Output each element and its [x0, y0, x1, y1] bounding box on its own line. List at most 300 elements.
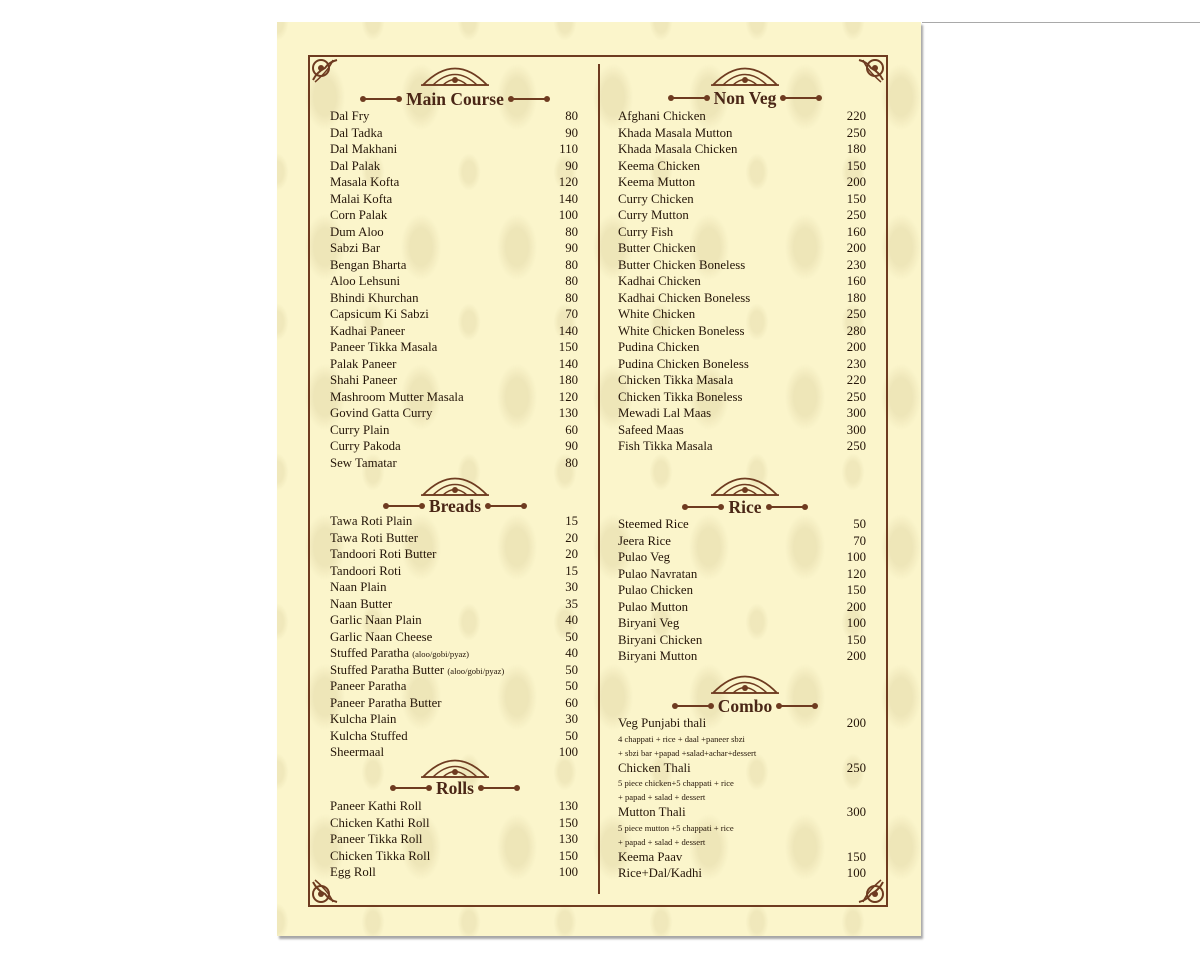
item-name	[330, 513, 412, 530]
item-name	[618, 389, 742, 406]
item-name-text: Keema Paav	[618, 849, 683, 864]
menu-item-row	[330, 629, 578, 646]
item-name	[618, 191, 694, 208]
item-name-text: Tandoori Roti	[330, 563, 402, 578]
mandala-ornament-icon	[419, 62, 491, 86]
menu-item-row	[330, 695, 578, 712]
item-price: 180	[558, 373, 578, 387]
rice-list	[618, 516, 866, 665]
item-name	[618, 158, 700, 175]
item-name-text: Safeed Maas	[618, 422, 684, 437]
item-price: 120	[558, 389, 578, 404]
item-price: 100	[846, 866, 866, 880]
menu-item	[618, 760, 866, 805]
item-name-text: Sew Tamatar	[330, 455, 397, 470]
menu-item	[330, 323, 578, 340]
item-name	[330, 711, 396, 728]
item-price: 140	[558, 356, 578, 371]
item-name	[618, 632, 702, 649]
heading-rule	[392, 787, 430, 789]
menu-item-row	[618, 715, 866, 732]
item-name	[618, 174, 695, 191]
item-note: (aloo/gobi/pyaz)	[412, 649, 470, 659]
menu-item-row	[618, 339, 866, 356]
menu-item-row	[618, 389, 866, 406]
item-name-text: Chicken Tikka Boneless	[618, 389, 743, 404]
menu-item-row	[330, 125, 578, 142]
combo-detail: 5 piece chicken+5 chappati + rice	[618, 778, 734, 788]
menu-item	[330, 831, 578, 848]
menu-item	[330, 798, 578, 815]
item-price: 30	[565, 580, 578, 594]
item-name	[618, 438, 713, 455]
menu-item-row	[330, 290, 578, 307]
item-name-text: Chicken Tikka Roll	[330, 848, 431, 863]
item-name-text: Naan Plain	[330, 580, 387, 594]
menu-item-row	[618, 566, 866, 583]
item-name-text: Malai Kofta	[330, 191, 393, 206]
menu-item	[618, 240, 866, 257]
item-price: 70	[853, 533, 866, 548]
item-price: 150	[558, 848, 578, 863]
menu-item	[330, 290, 578, 307]
item-price: 80	[565, 274, 578, 288]
menu-item	[618, 158, 866, 175]
item-name-text: Pulao Navratan	[618, 566, 698, 581]
item-name	[618, 549, 670, 566]
menu-item-row	[618, 207, 866, 224]
menu-item-row	[330, 372, 578, 389]
item-name	[618, 339, 699, 356]
item-name-text: Chicken Thali	[618, 760, 691, 775]
menu-item	[618, 125, 866, 142]
item-name	[330, 125, 383, 142]
item-name-text: Pulao Chicken	[618, 583, 693, 597]
menu-item	[618, 174, 866, 191]
item-name-text: Shahi Paneer	[330, 373, 398, 387]
menu-item	[330, 662, 578, 679]
item-price: 80	[565, 109, 578, 123]
menu-item	[618, 339, 866, 356]
item-price: 120	[846, 566, 866, 581]
menu-item	[330, 612, 578, 629]
item-name-text: Stuffed Paratha	[330, 646, 410, 660]
item-name	[330, 864, 376, 881]
item-price: 35	[565, 596, 578, 611]
item-name-text: Bengan Bharta	[330, 257, 407, 272]
item-name-text: Biryani Veg	[618, 616, 680, 630]
menu-item-row	[618, 125, 866, 142]
menu-item-row	[330, 848, 578, 865]
item-name	[330, 596, 392, 613]
menu-item	[330, 563, 578, 580]
item-name	[330, 815, 430, 832]
item-name-text: Masala Kofta	[330, 175, 400, 189]
menu-item	[330, 678, 578, 695]
item-price: 180	[846, 142, 866, 156]
menu-item-row	[330, 389, 578, 406]
item-name	[330, 158, 380, 175]
item-name	[330, 174, 399, 191]
item-price: 200	[846, 649, 866, 663]
menu-item-row	[330, 728, 578, 745]
item-name	[330, 455, 397, 472]
menu-item	[618, 290, 866, 307]
item-name-text: Sheermaal	[330, 745, 385, 759]
item-name	[330, 744, 384, 761]
item-price: 300	[846, 805, 866, 819]
menu-item	[330, 596, 578, 613]
menu-item	[330, 530, 578, 547]
item-name	[330, 108, 369, 125]
menu-item-row	[618, 174, 866, 191]
item-price: 220	[846, 109, 866, 123]
item-price: 180	[846, 290, 866, 305]
menu-item	[618, 715, 866, 760]
item-name-text: Tawa Roti Plain	[330, 514, 413, 528]
menu-item-row	[330, 224, 578, 241]
item-name-text: Jeera Rice	[618, 533, 671, 548]
menu-item	[330, 257, 578, 274]
item-name-text: Khada Masala Chicken	[618, 142, 738, 156]
menu-item	[618, 516, 866, 533]
menu-item-row	[618, 438, 866, 455]
item-name	[330, 356, 396, 373]
heading-rule	[385, 505, 423, 507]
menu-item	[618, 224, 866, 241]
item-price: 280	[846, 323, 866, 338]
menu-item	[330, 422, 578, 439]
item-price: 90	[565, 125, 578, 140]
item-name-text: White Chicken Boneless	[618, 323, 745, 338]
item-name	[330, 207, 387, 224]
item-price: 50	[565, 679, 578, 693]
menu-item-row	[330, 513, 578, 530]
item-name	[330, 579, 387, 596]
menu-item-row	[330, 273, 578, 290]
combo-detail: + papad + salad + dessert	[618, 836, 706, 847]
menu-item-row	[330, 207, 578, 224]
item-name	[330, 563, 401, 580]
item-name	[618, 125, 732, 142]
section-title: Rolls	[436, 777, 474, 798]
item-price: 15	[565, 514, 578, 528]
menu-item	[330, 711, 578, 728]
item-price: 300	[846, 406, 866, 420]
heading-rule	[778, 705, 816, 707]
menu-item-row	[330, 711, 578, 728]
item-name-text: Biryani Mutton	[618, 649, 698, 663]
item-price: 230	[846, 356, 866, 371]
menu-item	[330, 815, 578, 832]
item-name-text: Paneer Tikka Roll	[330, 832, 423, 846]
item-price: 100	[846, 616, 866, 630]
item-name	[618, 273, 701, 290]
item-price: 200	[846, 340, 866, 354]
menu-item	[330, 695, 578, 712]
item-name	[618, 224, 673, 241]
item-name	[618, 804, 686, 821]
item-price: 20	[565, 530, 578, 545]
item-price: 90	[565, 241, 578, 255]
item-name	[618, 865, 702, 882]
menu-item	[618, 549, 866, 566]
menu-item-row	[618, 422, 866, 439]
item-name-text: Dal Palak	[330, 158, 381, 173]
item-name-text: Curry Fish	[618, 224, 674, 239]
menu-item	[330, 273, 578, 290]
item-name	[618, 257, 745, 274]
item-price: 130	[558, 406, 578, 420]
item-name-text: Veg Punjabi thali	[618, 716, 707, 730]
menu-item	[618, 615, 866, 632]
item-price: 250	[846, 208, 866, 222]
menu-item-row	[618, 804, 866, 821]
item-name	[330, 728, 408, 745]
menu-item	[618, 191, 866, 208]
menu-item	[618, 405, 866, 422]
item-price: 50	[565, 662, 578, 677]
menu-item-row	[330, 306, 578, 323]
menu-item-row	[330, 662, 578, 679]
menu-item-row	[330, 563, 578, 580]
item-name-text: Steemed Rice	[618, 517, 689, 531]
item-name	[618, 582, 693, 599]
item-price: 15	[565, 563, 578, 578]
menu-item	[618, 356, 866, 373]
item-name	[330, 662, 504, 680]
item-name	[618, 141, 737, 158]
section-title: Breads	[428, 495, 482, 516]
item-name	[618, 290, 750, 307]
item-price: 90	[565, 439, 578, 453]
menu-item-row	[330, 744, 578, 761]
menu-item-row	[618, 240, 866, 257]
menu-item-row	[330, 240, 578, 257]
menu-item	[618, 849, 866, 866]
menu-item	[330, 546, 578, 563]
item-name-text: Curry Chicken	[618, 191, 694, 206]
item-name	[330, 372, 397, 389]
item-name-text: Chicken Kathi Roll	[330, 815, 430, 830]
menu-item	[330, 224, 578, 241]
item-name	[330, 798, 422, 815]
menu-item-row	[330, 798, 578, 815]
section-title: Rice	[728, 496, 762, 517]
menu-item-row	[330, 174, 578, 191]
menu-item	[330, 339, 578, 356]
item-name-text: Kulcha Plain	[330, 712, 397, 726]
menu-item	[330, 372, 578, 389]
menu-item-row	[618, 648, 866, 665]
menu-item-row	[618, 158, 866, 175]
item-name	[330, 530, 418, 547]
menu-item-row	[618, 516, 866, 533]
item-price: 100	[558, 208, 578, 222]
item-price: 120	[558, 175, 578, 189]
heading-rule	[674, 705, 712, 707]
item-price: 300	[846, 422, 866, 437]
item-name	[618, 715, 706, 732]
menu-item-row	[618, 549, 866, 566]
item-name-text: Bhindi Khurchan	[330, 290, 419, 305]
menu-item	[330, 513, 578, 530]
heading-rice	[655, 497, 835, 517]
item-name	[330, 422, 389, 439]
item-name-text: Tandoori Roti Butter	[330, 547, 437, 561]
menu-item-row	[618, 224, 866, 241]
item-price: 160	[846, 274, 866, 288]
menu-item-row	[618, 582, 866, 599]
item-name-text: Biryani Chicken	[618, 632, 703, 647]
item-name	[618, 599, 688, 616]
item-name	[330, 141, 397, 158]
menu-item	[330, 744, 578, 761]
menu-item	[618, 582, 866, 599]
item-price: 150	[846, 191, 866, 206]
item-price: 60	[565, 422, 578, 437]
item-name-text: Dum Aloo	[330, 224, 384, 239]
item-name-text: Paneer Paratha	[330, 679, 407, 693]
item-name	[330, 323, 405, 340]
combo-detail: 5 piece mutton +5 chappati + rice	[618, 822, 734, 833]
menu-item	[330, 629, 578, 646]
item-name	[618, 566, 697, 583]
item-name-text: Mashroom Mutter Masala	[330, 389, 464, 404]
item-name	[330, 306, 429, 323]
item-name-text: Afghani Chicken	[618, 109, 706, 123]
menu-item	[618, 648, 866, 665]
item-price: 250	[846, 125, 866, 140]
menu-item-row	[330, 864, 578, 881]
item-name-text: Rice+Dal/Kadhi	[618, 866, 702, 880]
item-name	[618, 323, 745, 340]
heading-rule	[480, 787, 518, 789]
menu-item	[618, 632, 866, 649]
heading-rule	[670, 97, 708, 99]
mandala-ornament-icon	[709, 62, 781, 86]
item-price: 250	[846, 439, 866, 453]
menu-item	[618, 306, 866, 323]
menu-item-row	[330, 579, 578, 596]
item-price: 250	[846, 760, 866, 775]
item-name-text: Garlic Naan Cheese	[330, 629, 433, 644]
menu-item-row	[330, 356, 578, 373]
menu-item-row	[618, 760, 866, 777]
item-name	[330, 695, 442, 712]
item-name-text: Fish Tikka Masala	[618, 439, 713, 453]
item-name	[330, 629, 432, 646]
item-name-text: Corn Palak	[330, 208, 388, 222]
item-price: 100	[558, 865, 578, 879]
heading-rule	[487, 505, 525, 507]
item-name-text: Curry Plain	[330, 422, 390, 437]
item-name-text: Kadhai Chicken Boneless	[618, 290, 751, 305]
item-name	[618, 207, 689, 224]
item-name-text: Keema Chicken	[618, 158, 701, 173]
menu-item	[618, 599, 866, 616]
menu-item	[330, 864, 578, 881]
item-price: 200	[846, 175, 866, 189]
item-price: 100	[846, 550, 866, 564]
menu-item	[330, 141, 578, 158]
rolls-list	[330, 798, 578, 881]
menu-item-row	[618, 533, 866, 550]
item-name-text: Dal Makhani	[330, 142, 398, 156]
menu-item	[618, 389, 866, 406]
menu-item-row	[330, 678, 578, 695]
item-name	[330, 612, 422, 629]
item-price: 160	[846, 224, 866, 239]
item-name	[330, 224, 384, 241]
heading-rule	[684, 506, 722, 508]
menu-item-row	[330, 438, 578, 455]
item-name-text: Khada Masala Mutton	[618, 125, 733, 140]
menu-item	[618, 372, 866, 389]
menu-item-row	[330, 546, 578, 563]
item-note: (aloo/gobi/pyaz)	[447, 665, 505, 676]
combo-list	[618, 715, 866, 882]
heading-rolls	[375, 778, 535, 798]
heading-main-course	[345, 89, 565, 109]
item-price: 50	[565, 728, 578, 743]
menu-item	[330, 207, 578, 224]
menu-item	[330, 728, 578, 745]
menu-item-row	[618, 849, 866, 866]
item-name-text: Paneer Kathi Roll	[330, 799, 422, 813]
item-name-text: Mutton Thali	[618, 805, 686, 819]
main-course-list	[330, 108, 578, 471]
menu-item	[618, 141, 866, 158]
heading-non-veg	[655, 88, 835, 108]
menu-item-row	[618, 273, 866, 290]
item-name-text: Keema Mutton	[618, 175, 696, 189]
item-price: 40	[565, 613, 578, 627]
item-price: 50	[565, 629, 578, 644]
item-name-text: Curry Pakoda	[330, 439, 401, 453]
item-price: 80	[565, 290, 578, 305]
item-price: 50	[853, 517, 866, 531]
heading-rule	[768, 506, 806, 508]
item-price: 230	[846, 257, 866, 272]
item-name-text: Curry Mutton	[618, 208, 689, 222]
item-name	[330, 339, 437, 356]
menu-item-row	[330, 422, 578, 439]
item-name	[330, 405, 432, 422]
menu-item-row	[618, 599, 866, 616]
item-name-text: Pulao Veg	[618, 550, 671, 564]
item-name	[618, 648, 697, 665]
item-name	[618, 422, 684, 439]
item-price: 150	[846, 158, 866, 173]
item-name-text: Capsicum Ki Sabzi	[330, 307, 429, 321]
section-title: Combo	[717, 695, 773, 716]
menu-item	[618, 207, 866, 224]
item-name-text: Dal Tadka	[330, 125, 383, 140]
item-price: 80	[565, 257, 578, 272]
menu-item	[618, 533, 866, 550]
menu-item	[330, 389, 578, 406]
menu-item	[330, 158, 578, 175]
menu-item	[330, 191, 578, 208]
menu-item-row	[330, 645, 578, 662]
item-name-text: Tawa Roti Butter	[330, 530, 418, 545]
item-name	[330, 290, 419, 307]
mandala-ornament-icon	[419, 472, 491, 496]
menu-item	[330, 306, 578, 323]
column-divider	[598, 64, 600, 894]
item-price: 40	[565, 646, 578, 660]
